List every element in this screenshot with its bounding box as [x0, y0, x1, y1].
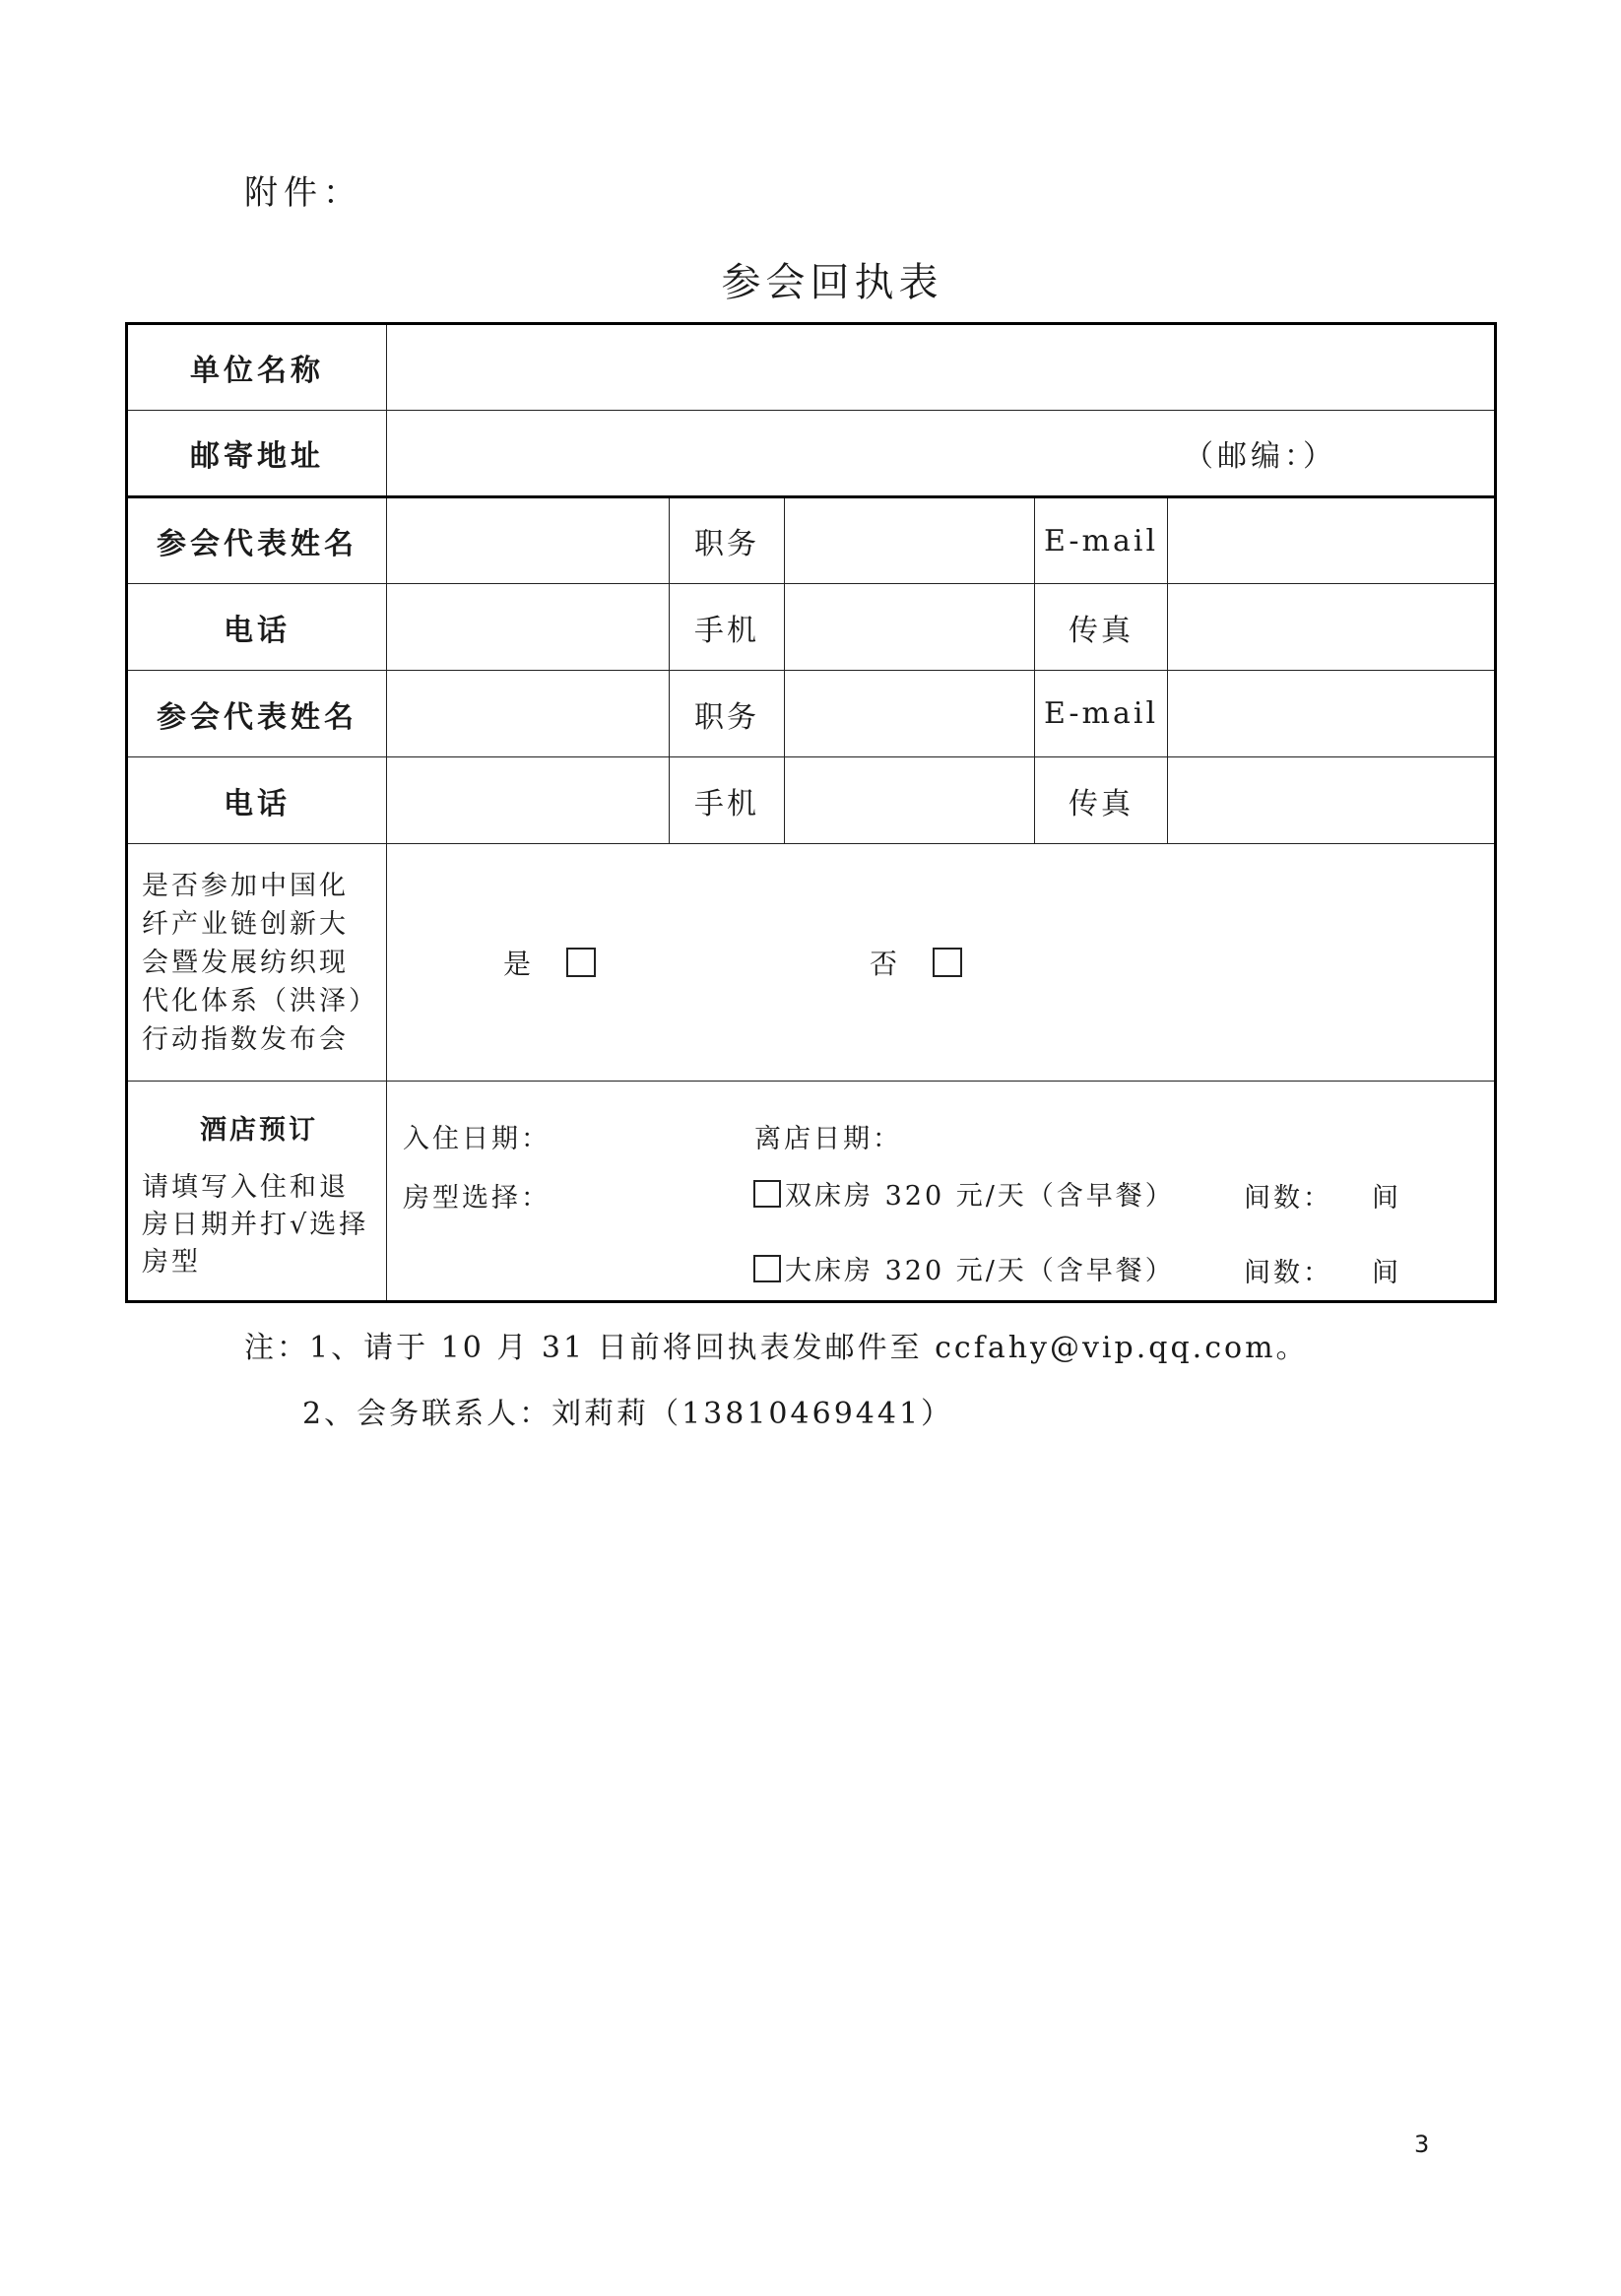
attend-choice-cell: [387, 844, 1496, 1082]
note-email: 注：1、请于 10 月 31 日前将回执表发邮件至 ccfahy@vip.qq.com。: [244, 1331, 1309, 1365]
attachment-label: 附件：: [244, 173, 362, 213]
twin-room-label: 双床房 320 元/天（含早餐）: [785, 1181, 1175, 1212]
unit-name-label: 单位名称: [127, 324, 387, 411]
rep1-mobile-label: 手机: [670, 584, 785, 671]
page-number: 3: [1414, 2131, 1430, 2158]
rep1-name-field[interactable]: [387, 497, 670, 584]
rep1-fax-label: 传真: [1035, 584, 1168, 671]
checkout-label: 离店日期：: [754, 1124, 902, 1154]
room-type-label: 房型选择：: [403, 1183, 551, 1214]
no-label: 否: [870, 948, 898, 980]
king-room-label: 大床房 320 元/天（含早餐）: [785, 1256, 1175, 1286]
rep1-email-field[interactable]: [1168, 497, 1496, 584]
no-checkbox[interactable]: [933, 948, 962, 977]
rep1-phone-field[interactable]: [387, 584, 670, 671]
king-room-count-label: 间数：: [1244, 1258, 1332, 1288]
twin-room-unit: 间: [1372, 1183, 1401, 1214]
attend-question-label: 是否参加中国化纤产业链创新大会暨发展纺织现代化体系（洪泽）行动指数发布会: [127, 844, 387, 1082]
king-room-checkbox[interactable]: [753, 1255, 781, 1282]
hotel-label-cell: [127, 1082, 387, 1302]
hotel-booking-cell: [387, 1082, 1496, 1302]
unit-name-field[interactable]: [387, 324, 1496, 411]
yes-label: 是: [503, 948, 532, 980]
rep2-email-label: E-mail: [1035, 671, 1168, 757]
twin-room-count-label: 间数：: [1244, 1183, 1332, 1214]
rep1-phone-label: 电话: [127, 584, 387, 671]
rep1-name-label: 参会代表姓名: [127, 497, 387, 584]
rep2-mobile-label: 手机: [670, 757, 785, 844]
yes-checkbox[interactable]: [566, 948, 596, 977]
rep2-fax-field[interactable]: [1168, 757, 1496, 844]
rep1-position-field[interactable]: [785, 497, 1035, 584]
hotel-title: 酒店预订: [200, 1115, 318, 1146]
address-label: 邮寄地址: [127, 411, 387, 497]
rep2-name-label: 参会代表姓名: [127, 671, 387, 757]
rep1-position-label: 职务: [670, 497, 785, 584]
rep2-name-field[interactable]: [387, 671, 670, 757]
king-room-unit: 间: [1372, 1258, 1401, 1288]
king-room-count-field[interactable]: [1372, 1251, 1401, 1289]
rep1-mobile-field[interactable]: [785, 584, 1035, 671]
rep1-email-label: E-mail: [1035, 497, 1168, 584]
rep2-phone-field[interactable]: [387, 757, 670, 844]
rep2-phone-label: 电话: [127, 757, 387, 844]
registration-form-table: [125, 322, 1497, 1303]
rep2-email-field[interactable]: [1168, 671, 1496, 757]
twin-room-option[interactable]: [753, 1174, 1175, 1213]
attend-yes-option[interactable]: [503, 943, 596, 982]
note-contact: 2、会务联系人：刘莉莉（13810469441）: [302, 1397, 954, 1431]
hotel-instruction: 请填写入住和退房日期并打√选择房型: [142, 1172, 369, 1278]
rep2-position-label: 职务: [670, 671, 785, 757]
king-room-option[interactable]: [753, 1249, 1175, 1287]
rep2-fax-label: 传真: [1035, 757, 1168, 844]
attend-no-option[interactable]: [870, 943, 962, 982]
twin-room-count-field[interactable]: [1372, 1176, 1401, 1214]
twin-room-checkbox[interactable]: [753, 1180, 781, 1208]
rep2-position-field[interactable]: [785, 671, 1035, 757]
address-field[interactable]: [387, 411, 1496, 497]
page-title: 参会回执表: [721, 260, 943, 305]
rep2-mobile-field[interactable]: [785, 757, 1035, 844]
checkin-label: 入住日期：: [403, 1124, 551, 1154]
rep1-fax-field[interactable]: [1168, 584, 1496, 671]
zip-label: （邮编：）: [1184, 439, 1337, 474]
